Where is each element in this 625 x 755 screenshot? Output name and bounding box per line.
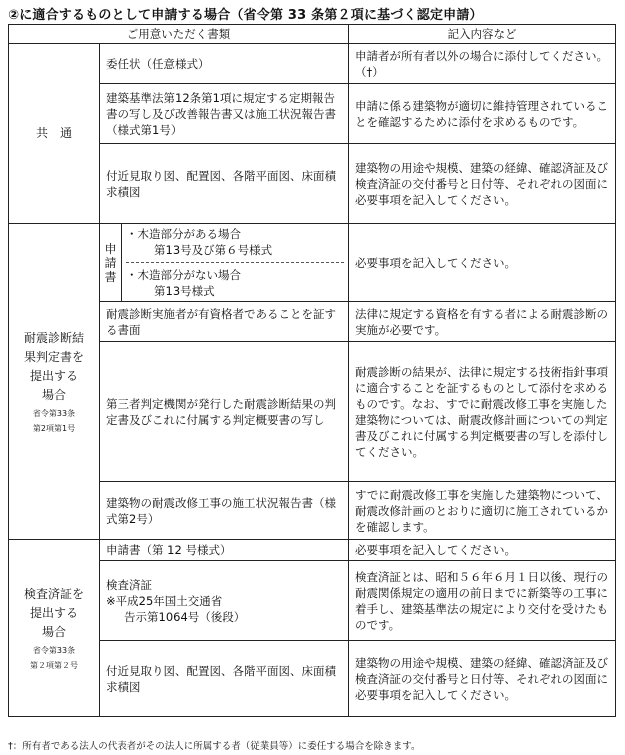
condition-without-wood: ・木造部分がない場合 第13号様式: [126, 268, 241, 298]
note-cell: 耐震診断の結果が、法律に規定する技術指針事項に適合することを証するものとして添付を求めるものです。なお、すでに耐震改修工事を実施した建築物については、耐震改修計画についての判定書及びこれに付属する判定概要書の写しを添付してください。: [349, 342, 616, 482]
category-inspection: [9, 540, 100, 717]
category-inspection-ref-1: 省令第33条: [32, 645, 76, 655]
application-vertical-label: 申 請 書: [100, 224, 122, 302]
header-documents: ご用意いただく書類: [9, 25, 349, 44]
note-cell: 申請者が所有者以外の場合に添付してください。（†）: [349, 44, 616, 84]
category-seismic-label-2: 果判定書を: [23, 349, 84, 364]
table-row: [9, 641, 616, 717]
inspection-certificate-ref-2: 告示第1064号（後段）: [124, 609, 246, 624]
footnote: †：所有者である法人の代表者がその法人に所属する者（従業員等）に委任する場合を除きます。: [8, 741, 421, 752]
document-cell: 建築基準法第12条第1項に規定する定期報告書の写し及び改善報告書又は施工状況報告書（様式第1号）: [100, 84, 349, 144]
category-inspection-label-1: 検査済証を: [23, 586, 84, 601]
table-row: [9, 540, 616, 561]
table-row: [9, 144, 616, 224]
category-seismic-label-1: 耐震診断結: [23, 330, 84, 345]
note-cell: 建築物の用途や規模、建築の経緯、確認済証及び検査済証の交付番号と日付等、それぞれの図面に必要事項を記入してください。: [349, 144, 616, 224]
note-cell: 検査済証とは、昭和５６年６月１日以後、現行の耐震関係規定の適用の前日までに新築等の工事に着手し、建築基準法の規定により交付を受けたものです。: [349, 561, 616, 641]
inspection-certificate-label: 検査済証: [106, 577, 152, 592]
table-row: [9, 224, 616, 302]
category-seismic-label-3: 提出する: [29, 368, 78, 383]
category-seismic-ref-2: 第2項第1号: [32, 423, 76, 433]
document-cell: 耐震診断実施者が有資格者であることを証する書面: [100, 302, 349, 342]
category-seismic-label-4: 場合: [41, 387, 66, 402]
category-common: [9, 44, 100, 224]
application-conditions: [122, 224, 349, 302]
table-row: [9, 44, 616, 84]
table-row: [9, 84, 616, 144]
required-documents-table: [8, 24, 616, 717]
document-cell: 付近見取り図、配置図、各階平面図、床面積求積図: [100, 641, 349, 717]
table-row: [9, 302, 616, 342]
document-cell: 申請書（第 12 号様式）: [100, 540, 349, 561]
category-seismic-ref-1: 省令第33条: [32, 408, 76, 418]
document-cell: 建築物の耐震改修工事の施工状況報告書（様式第2号）: [100, 482, 349, 540]
condition-with-wood: ・木造部分がある場合 第13号及び第６号様式: [126, 224, 344, 263]
document-cell: 委任状（任意様式）: [100, 44, 349, 84]
document-cell: 付近見取り図、配置図、各階平面図、床面積求積図: [100, 144, 349, 224]
note-cell: すでに耐震改修工事を実施した建築物について、耐震改修計画のとおりに適切に施工されているかを確認します。: [349, 482, 616, 540]
document-cell: [100, 561, 349, 641]
table-row: [9, 482, 616, 540]
section-title: ②に適合するものとして申請する場合（省令第 33 条第２項に基づく認定申請）: [8, 8, 483, 23]
table-row: [9, 342, 616, 482]
category-inspection-ref-2: 第２項第２号: [30, 660, 78, 670]
document-cell: 第三者判定機関が発行した耐震診断結果の判定書及びこれに付属する判定概要書の写し: [100, 342, 349, 482]
note-cell: 必要事項を記入してください。: [349, 540, 616, 561]
note-cell: 必要事項を記入してください。: [349, 224, 616, 302]
category-seismic: [9, 224, 100, 540]
category-common-label: 共 通: [35, 126, 72, 140]
note-cell: 法律に規定する資格を有する者による耐震診断の実施が必要です。: [349, 302, 616, 342]
inspection-certificate-ref-1: ※平成25年国土交通省: [106, 593, 223, 608]
note-cell: 建築物の用途や規模、建築の経緯、確認済証及び検査済証の交付番号と日付等、それぞれの図面に必要事項を記入してください。: [349, 641, 616, 717]
table-row: [9, 561, 616, 641]
note-cell: 申請に係る建築物が適切に維持管理されていることを確認するために添付を求めるものです。: [349, 84, 616, 144]
table-header-row: [9, 25, 616, 44]
header-notes: 記入内容など: [349, 25, 616, 44]
category-inspection-label-2: 提出する: [29, 605, 78, 620]
category-inspection-label-3: 場合: [41, 624, 66, 639]
